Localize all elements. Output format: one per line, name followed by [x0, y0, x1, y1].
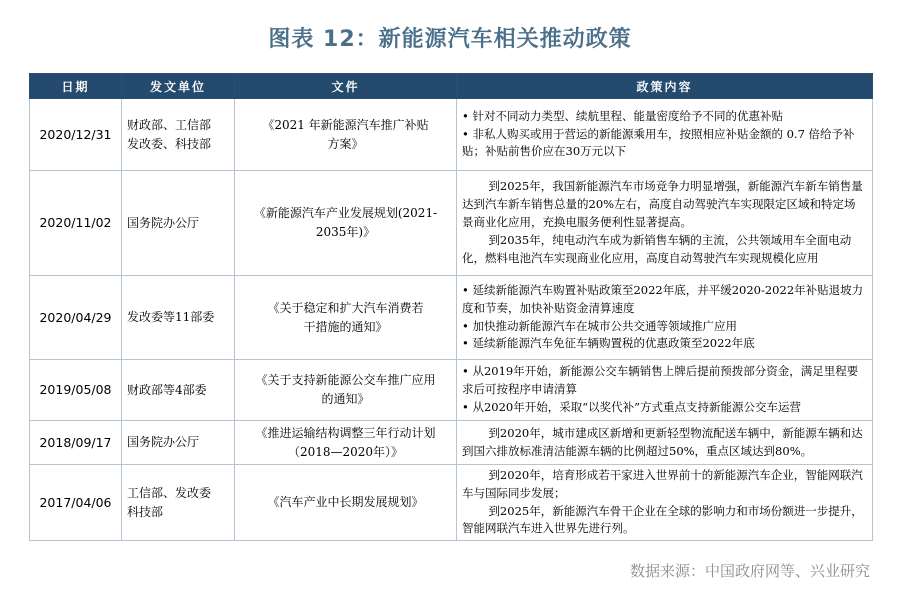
cell-document — [235, 171, 457, 276]
table-row — [30, 360, 873, 421]
cell-document — [235, 465, 457, 541]
cell-date: 2018/09/17 — [30, 421, 122, 465]
policy-bullet: • 延续新能源汽车购置补贴政策至2022年底，并平缓2020-2022年补贴退坡力度和节奏，加快补贴资金清算速度 — [462, 282, 867, 318]
header-date: 日期 — [30, 74, 122, 99]
table-row — [30, 421, 873, 465]
issuer-line: 发改委、科技部 — [127, 136, 212, 151]
policy-bullet: • 延续新能源汽车免征车辆购置税的优惠政策至2022年底 — [462, 335, 867, 353]
issuer-line: 发改委等11部委 — [127, 310, 215, 325]
document-line: 干措施的通知》 — [303, 319, 388, 334]
issuer-line: 工信部、发改委 — [127, 486, 212, 501]
document-line: 2035年)》 — [315, 225, 376, 239]
document-line: 《新能源汽车产业发展规划(2021- — [253, 206, 438, 221]
document-line: 的通知》 — [321, 392, 370, 406]
cell-date: 2019/05/08 — [30, 360, 122, 421]
table-row — [30, 171, 873, 276]
cell-document — [235, 276, 457, 360]
table-row — [30, 99, 873, 171]
cell-issuer — [122, 99, 235, 171]
issuer-line: 财政部等4部委 — [127, 382, 207, 397]
cell-issuer — [122, 360, 235, 421]
table-row — [30, 465, 873, 541]
table-body — [30, 99, 873, 541]
policy-bullet: • 从2019年开始，新能源公交车辆销售上牌后提前预拨部分资金，满足里程要求后可按程序申请清算 — [462, 363, 867, 399]
cell-date: 2020/04/29 — [30, 276, 122, 360]
cell-date: 2020/12/31 — [30, 99, 122, 171]
document-line: 方案》 — [327, 136, 364, 151]
policy-bullet: • 非私人购买或用于营运的新能源乘用车，按照相应补贴金额的 0.7 倍给予补贴；补贴前售价应在30万元以下 — [462, 126, 867, 162]
policy-paragraph: 到2035年，纯电动汽车成为新销售车辆的主流，公共领域用车全面电动化，燃料电池汽车实现商业化应用，高度自动驾驶汽车实现规模化应用 — [462, 232, 852, 265]
table-row — [30, 276, 873, 360]
policy-table — [29, 73, 873, 541]
policy-bullet: • 从2020年开始，采取“以奖代补”方式重点支持新能源公交车运营 — [462, 399, 867, 417]
policy-paragraph: 到2020年，培育形成若干家进入世界前十的新能源汽车企业，智能网联汽车与国际同步发展； — [462, 468, 863, 500]
cell-date: 2020/11/02 — [30, 171, 122, 276]
policy-bullet: • 针对不同动力类型、续航里程、能量密度给予不同的优惠补贴 — [462, 108, 867, 126]
table-header-row — [30, 74, 873, 99]
document-line: 《关于支持新能源公交车推广应用 — [255, 373, 436, 388]
cell-policy-content — [457, 421, 873, 465]
document-line: 《关于稳定和扩大汽车消费若 — [267, 300, 424, 315]
issuer-line: 科技部 — [127, 504, 164, 519]
document-line: （2018—2020年）》 — [287, 444, 404, 459]
issuer-line: 财政部、工信部 — [127, 117, 212, 132]
header-document: 文件 — [235, 74, 457, 99]
source-note: 数据来源：中国政府网等、兴业研究 — [629, 562, 870, 580]
document-line: 《2021 年新能源汽车推广补贴 — [262, 117, 429, 132]
cell-document — [235, 421, 457, 465]
cell-policy-content — [457, 99, 873, 171]
figure-title: 图表 12：新能源汽车相关推动政策 — [268, 27, 632, 52]
cell-policy-content — [457, 360, 873, 421]
cell-issuer — [122, 171, 235, 276]
policy-paragraph: 到2025年，我国新能源汽车市场竞争力明显增强，新能源汽车新车销售量达到汽车新车销售总量的20%左右，高度自动驾驶汽车实现限定区域和特定场景商业化应用，充换电服务便利性显著提高。 — [462, 179, 863, 230]
cell-issuer — [122, 276, 235, 360]
issuer-line: 国务院办公厅 — [127, 435, 200, 450]
document-line: 《推进运输结构调整三年行动计划 — [255, 425, 436, 440]
cell-issuer — [122, 465, 235, 541]
policy-paragraph: 到2020年，城市建成区新增和更新轻型物流配送车辆中，新能源车辆和达到国六排放标准清洁能源车辆的比例超过50%，重点区域达到80%。 — [462, 425, 863, 458]
header-content: 政策内容 — [457, 74, 873, 99]
cell-policy-content — [457, 276, 873, 360]
cell-document — [235, 360, 457, 421]
document-line: 《汽车产业中长期发展规划》 — [267, 495, 424, 510]
header-issuer: 发文单位 — [122, 74, 235, 99]
issuer-line: 国务院办公厅 — [127, 215, 200, 230]
cell-issuer — [122, 421, 235, 465]
cell-policy-content — [457, 465, 873, 541]
policy-paragraph: 到2025年，新能源汽车骨干企业在全球的影响力和市场份额进一步提升，智能网联汽车进入世界先进行列。 — [462, 503, 863, 536]
policy-bullet: • 加快推动新能源汽车在城市公共交通等领域推广应用 — [462, 318, 867, 336]
cell-document — [235, 99, 457, 171]
cell-policy-content — [457, 171, 873, 276]
cell-date: 2017/04/06 — [30, 465, 122, 541]
